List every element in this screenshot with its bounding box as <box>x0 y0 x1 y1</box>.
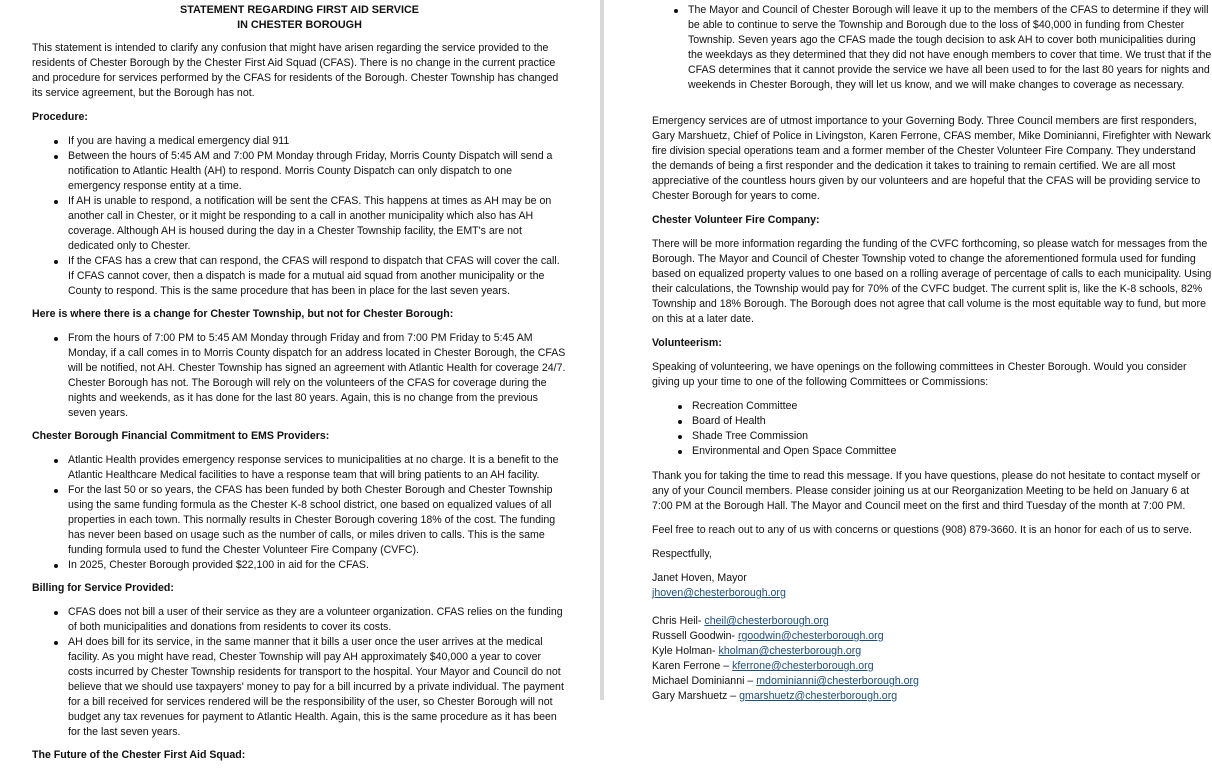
council-member-name: Chris Heil- <box>652 615 705 627</box>
closing: Respectfully, <box>652 548 712 560</box>
council-email-link[interactable]: kferrone@chesterborough.org <box>732 660 874 672</box>
right-page <box>604 0 1212 702</box>
council-member-name: Kyle Holman- <box>652 645 719 657</box>
intro-paragraph: This statement is intended to clarify any confusion that might have arisen regarding the service provided to the residents of Chester Borough by the Chester First Aid Squad (CFAS). There is no change in the current practice and procedure for services performed by the CFAS for residents of the Borough. Chester Township has changed its service agreement, but the Borough has not. <box>32 42 559 99</box>
financial-item: Atlantic Health provides emergency response services to municipalities at no charge. It is a benefit to the Atlantic Healthcare Medical facilities to have a response team that will bring patients to an AH facility. <box>68 453 567 483</box>
procedure-item: Between the hours of 5:45 AM and 7:00 PM Monday through Friday, Morris County Dispatch will send a notification to Atlantic Health (AH) to respond. Morris County Dispatch can only dispatch to one emergency response entity at a time. <box>68 149 567 194</box>
change-list <box>32 331 567 421</box>
financial-heading: Chester Borough Financial Commitment to EMS Providers: <box>32 430 330 442</box>
procedure-item: If AH is unable to respond, a notification will be sent the CFAS. This happens at times as AH may be on another call in Chester, or it might be responding to a call in another municipality which also has AH coverage. Although AH is housed during the day in a Chester Township facility, the EMT's are not dedicated only to Chester. <box>68 194 567 254</box>
procedure-heading: Procedure: <box>32 111 88 123</box>
council-email-link[interactable]: mdominianni@chesterborough.org <box>756 675 919 687</box>
council-member <box>652 644 1212 659</box>
financial-item: For the last 50 or so years, the CFAS has been funded by both Chester Borough and Chester Township using the same funding formula as the Chester K-8 school district, one based on equalized values of all properties in each town. This normally results in Chester Borough covering 18% of the cost. The funding has never been based on usage such as the number of calls, or miles driven to calls. This is the same funding formula used to fund the Chester Volunteer Fire Company (CVFC). <box>68 483 567 558</box>
council-member <box>652 614 1212 629</box>
billing-item: CFAS does not bill a user of their service as they are a volunteer organization. CFAS relies on the funding of both municipalities and donations from residents to cover its costs. <box>68 605 567 635</box>
change-item: From the hours of 7:00 PM to 5:45 AM Monday through Friday and from 7:00 PM Friday to 5:45 AM Monday, if a call comes in to Morris County dispatch for an address located in Chester Borough, the CFAS will be notified, not AH. Chester Township has signed an agreement with Atlantic Health for coverage 24/7. Chester Borough has not. The Borough will rely on the volunteers of the CFAS for coverage during the nights and weekends, as it has done for the last 80 years. Again, this is no change from the previous seven years. <box>68 332 566 419</box>
contact-paragraph: Feel free to reach out to any of us with concerns or questions (908) 879-3660. It is an honor for each of us to serve. <box>652 524 1192 536</box>
council-member-name: Karen Ferrone – <box>652 660 733 672</box>
council-member-name: Russell Goodwin- <box>652 630 738 642</box>
emergency-paragraph: Emergency services are of utmost importance to your Governing Body. Three Council members are first responders, Gary Marshuetz, Chief of Police in Livingston, Karen Ferrone, CFAS member, Mike Dominianni, Firefighter with Newark fire division special operations team and a former member of the Chester Volunteer Fire Company. They understand the demands of being a first responder and the dedication it takes to training to remain certified. We are all most appreciative of the countless hours given by our volunteers and are hopeful that the CFAS will be providing service to Chester Borough for years to come. <box>652 115 1211 202</box>
fire-heading: Chester Volunteer Fire Company: <box>652 214 820 226</box>
right-page-content <box>652 3 1212 704</box>
procedure-item: If you are having a medical emergency dial 911 <box>68 134 567 149</box>
future-list <box>652 3 1212 93</box>
committee-list <box>652 399 1212 459</box>
council-member <box>652 689 1212 704</box>
council-member <box>652 674 1212 689</box>
title-line-2: IN CHESTER BOROUGH <box>237 19 362 31</box>
billing-list <box>32 605 567 740</box>
committee-item: Recreation Committee <box>692 399 1212 414</box>
document-title <box>32 3 567 33</box>
council-email-link[interactable]: rgoodwin@chesterborough.org <box>737 630 884 642</box>
mayor-email-line <box>652 586 1212 601</box>
financial-item: In 2025, Chester Borough provided $22,100 in aid for the CFAS. <box>68 558 567 573</box>
left-page <box>0 0 600 761</box>
council-member <box>652 629 1212 644</box>
billing-item: AH does bill for its service, in the same manner that it bills a user once the user arrives at the medical facility. As you might have read, Chester Township will pay AH approximately $40,000 a year to cover costs incurred by Chester Township residents for transport to the hospital. Your Mayor and Council do not believe that we should use taxpayers' money to pay for a bill incurred by a private individual. The payment for a bill received for services rendered will be the responsibility of the user, so Chester Borough will not budget any tax revenues for payment to Atlantic Health. Again, this is the same procedure as it has been for the last seven years. <box>68 635 567 740</box>
mayor-name: Janet Hoven, Mayor <box>652 572 747 584</box>
billing-heading: Billing for Service Provided: <box>32 582 174 594</box>
left-page-content <box>32 3 567 772</box>
committee-item: Shade Tree Commission <box>692 429 1212 444</box>
change-heading: Here is where there is a change for Chester Township, but not for Chester Borough: <box>32 308 454 320</box>
financial-list <box>32 453 567 573</box>
fire-paragraph: There will be more information regarding the funding of the CVFC forthcoming, so please watch for messages from the Borough. The Mayor and Council of Chester Township voted to change the aforementioned formula used for funding based on equalized property values to one based on a rolling average of percentage of calls to each municipality. Using their calculations, the Township would pay for 70% of the CVFC budget. The current split is, like the K-8 schools, 82% Township and 18% Borough. The Borough does not agree that call volume is the most equitable way to fund, but more on this at a later date. <box>652 238 1212 325</box>
council-member <box>652 659 1212 674</box>
council-member-name: Gary Marshuetz – <box>652 690 740 702</box>
thanks-paragraph: Thank you for taking the time to read this message. If you have questions, please do not hesitate to contact myself or any of your Council members. Please consider joining us at our Reorganization Meeting to be held on January 6 at 7:00 PM at the Borough Hall. The Mayor and Council meet on the first and third Tuesday of the month at 7:00 PM. <box>652 470 1201 512</box>
title-line-1: STATEMENT REGARDING FIRST AID SERVICE <box>180 4 419 16</box>
procedure-list <box>32 134 567 299</box>
committee-item: Board of Health <box>692 414 1212 429</box>
procedure-item: If the CFAS has a crew that can respond, the CFAS will respond to dispatch that CFAS will cover the call. If CFAS cannot cover, then a dispatch is made for a mutual aid squad from another municipality or the County to respond. This is the same procedure that has been in place for the last seven years. <box>68 254 567 299</box>
council-email-link[interactable]: cheil@chesterborough.org <box>704 615 829 627</box>
mayor-email-link[interactable]: jhoven@chesterborough.org <box>652 587 786 599</box>
volunteer-heading: Volunteerism: <box>652 337 722 349</box>
council-email-link[interactable]: kholman@chesterborough.org <box>718 645 862 657</box>
committee-item: Environmental and Open Space Committee <box>692 444 1212 459</box>
volunteer-paragraph: Speaking of volunteering, we have openings on the following committees in Chester Borough. Would you consider giving up your time to one of the following Committees or Commissions: <box>652 361 1187 388</box>
future-heading: The Future of the Chester First Aid Squad: <box>32 749 246 761</box>
council-member-name: Michael Dominianni – <box>652 675 757 687</box>
council-email-link[interactable]: gmarshuetz@chesterborough.org <box>739 690 898 702</box>
future-item: The Mayor and Council of Chester Borough will leave it up to the members of the CFAS to determine if they will be able to continue to serve the Township and Borough due to the loss of $40,000 in funding from Chester Township. Seven years ago the CFAS made the tough decision to ask AH to cover both municipalities during the weekdays as they determined that they did not have enough members to cover that time. We trust that if the CFAS determines that it cannot provide the service we have all been used to for the last 80 years for nights and weekends in Chester Borough, they will let us know, and we will make changes to coverage as necessary. <box>688 4 1212 91</box>
